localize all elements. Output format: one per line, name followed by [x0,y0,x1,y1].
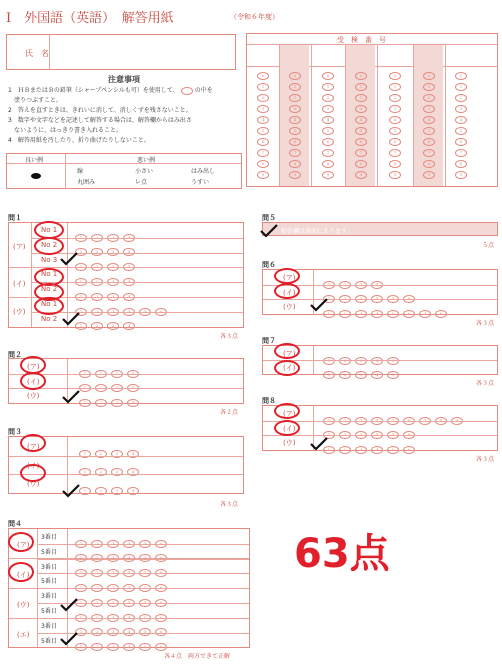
q1-label: 問１ [8,214,22,222]
choice-bubble-3[interactable]: 3 [111,487,123,495]
q1-rows-row-label-0: No 1 [41,226,58,234]
digit-bubble-1-1[interactable]: 1 [289,83,301,91]
q6-rows-choices-2 [323,303,451,322]
digit-bubble-0-4[interactable]: 4 [257,116,269,124]
check-mark-icon [60,252,78,266]
digit-bubble-2-3[interactable]: 3 [322,105,334,113]
q4-score: 各４点 両方できて正解 [164,653,231,660]
q4-group-a: (ア) [17,541,30,549]
digit-bubble-1-2[interactable]: 2 [289,94,301,102]
q3-score: 各３点 [220,501,239,508]
digit-bubble-6-7[interactable]: 7 [455,149,467,157]
q8-label: 問８ [262,397,276,405]
digit-bubble-6-4[interactable]: 4 [455,116,467,124]
digit-bubble-1-6[interactable]: 6 [289,138,301,146]
markup-circle [274,343,300,359]
note-3: 3 数字や文字などを記述して解答する場合は、解答欄からはみ出さ [8,117,192,124]
digit-bubble-4-1[interactable]: 1 [389,83,401,91]
digit-bubble-4-7[interactable]: 7 [389,149,401,157]
choice-bubble-4[interactable]: 4 [127,450,139,458]
q7-rows-row-label-0: (ア) [283,350,296,358]
q3-label: 問３ [8,428,22,436]
markup-circle [274,268,300,284]
check-mark-icon [62,390,80,404]
digit-bubble-2-5[interactable]: 5 [322,127,334,135]
q1-rows-row-label-5: No 1 [41,300,58,308]
digit-bubble-3-6[interactable]: 6 [355,138,367,146]
q3-rows-choices-0 [79,443,143,462]
digit-bubble-6-2[interactable]: 2 [455,94,467,102]
q3-rows-row-label-1: (イ) [27,461,40,470]
digit-bubble-1-3[interactable]: 3 [289,105,301,113]
q1-rows-row-label-6: No 2 [41,314,58,323]
note-1c: 塗りつぶすこと。 [14,97,63,104]
choice-bubble-4[interactable]: 4 [371,446,383,454]
digit-bubble-3-2[interactable]: 2 [355,94,367,102]
digit-bubble-1-4[interactable]: 4 [289,116,301,124]
digit-bubble-3-1[interactable]: 1 [355,83,367,91]
digit-bubble-2-2[interactable]: 2 [322,94,334,102]
markup-circle [8,562,34,582]
digit-bubble-5-1[interactable]: 1 [423,83,435,91]
digit-bubble-0-6[interactable]: 6 [257,138,269,146]
digit-bubble-4-2[interactable]: 2 [389,94,401,102]
mark-examples [6,153,242,189]
q8-score: 各３点 [476,456,495,463]
note-4: 4 解答用紙を汚したり、折り曲げたりしないこと。 [8,137,150,144]
choice-bubble-4[interactable]: 4 [371,371,383,379]
digit-bubble-0-7[interactable]: 7 [257,149,269,157]
digit-bubble-1-0[interactable]: 0 [289,72,301,80]
digit-bubble-0-0[interactable]: 0 [257,72,269,80]
digit-bubble-5-5[interactable]: 5 [423,127,435,135]
q6-score: 各３点 [476,320,495,327]
digit-bubble-3-9[interactable]: 9 [355,171,367,179]
bad-example-3: はみ出し [191,168,216,175]
digit-bubble-5-3[interactable]: 3 [423,105,435,113]
note-2: 2 答えを直すときは、きれいに消して、消しくずを残さないこと。 [8,107,192,114]
choice-bubble-4[interactable]: 4 [127,399,139,407]
choice-bubble-5[interactable]: 5 [387,310,399,318]
good-example-label: 良い例 [25,157,44,164]
q4-rows-row-label-5: 5番目 [41,608,57,615]
q4-label: 問４ [8,520,22,528]
choice-bubble-5[interactable]: 5 [139,643,151,651]
digit-bubble-6-1[interactable]: 1 [455,83,467,91]
q5-score: ５点 [482,242,495,249]
choice-bubble-3[interactable]: 3 [107,322,119,330]
digit-bubble-6-3[interactable]: 3 [455,105,467,113]
q2-rows-row-label-1: (イ) [27,377,40,386]
choice-bubble-2[interactable]: 2 [339,371,351,379]
digit-bubble-6-0[interactable]: 0 [455,72,467,80]
digit-bubble-2-7[interactable]: 7 [322,149,334,157]
choice-bubble-1[interactable]: 1 [323,446,335,454]
digit-bubble-4-9[interactable]: 9 [389,171,401,179]
q4-group-b: (イ) [17,571,30,579]
digit-bubble-0-9[interactable]: 9 [257,171,269,179]
choice-bubble-5[interactable]: 5 [387,446,399,454]
markup-circle [20,372,46,390]
check-mark-icon [62,484,80,498]
digit-bubble-3-7[interactable]: 7 [355,149,367,157]
notes-title: 注意事項 [108,75,140,84]
digit-bubble-3-0[interactable]: 0 [355,72,367,80]
digit-bubble-3-5[interactable]: 5 [355,127,367,135]
q4-group-d: (エ) [17,631,30,639]
q3-rows-row-label-2: (ウ) [27,480,40,489]
choice-bubble-3[interactable]: 3 [111,450,123,458]
check-mark-icon [60,598,78,612]
choice-bubble-3[interactable]: 3 [111,468,123,476]
q2-rows-choices-2 [79,392,143,411]
digit-bubble-0-5[interactable]: 5 [257,127,269,135]
q2-score: 各２点 [220,409,239,416]
bad-example-5: レ点 [135,179,148,186]
markup-circle [20,464,46,482]
digit-bubble-2-9[interactable]: 9 [322,171,334,179]
note-3b: ないように、はっきり書き入れること。 [14,127,123,134]
choice-bubble-6[interactable]: 6 [403,310,415,318]
markup-circle [274,283,300,299]
digit-bubble-2-6[interactable]: 6 [322,138,334,146]
note-1b: の中を [194,87,213,94]
q7-score: 各３点 [476,380,495,387]
choice-bubble-1[interactable]: 1 [323,310,335,318]
q2-rows-row-label-2: (ウ) [27,392,40,401]
choice-bubble-1[interactable]: 1 [323,371,335,379]
markup-circle [8,532,34,552]
choice-bubble-2[interactable]: 2 [91,643,103,651]
digit-bubble-2-8[interactable]: 8 [322,160,334,168]
digit-bubble-5-2[interactable]: 2 [423,94,435,102]
q4-rows-row-label-4: 3番目 [41,593,57,601]
choice-bubble-7[interactable]: 7 [419,310,431,318]
notes-list [8,86,244,146]
choice-bubble-8[interactable]: 8 [435,310,447,318]
choice-bubble-1[interactable]: 1 [75,322,87,330]
q6-label: 問６ [262,261,276,269]
bad-example-1: 線 [77,168,84,175]
q3-rows-row-label-0: (ア) [27,443,40,451]
sheet-title: I 外国語（英語） 解答用紙 [6,11,174,26]
digit-bubble-0-1[interactable]: 1 [257,83,269,91]
q4-rows-row-label-1: 5番目 [41,548,57,556]
digit-bubble-0-2[interactable]: 2 [257,94,269,102]
q6-rows-row-label-0: (ア) [283,274,296,282]
q1-rows-choices-6 [75,316,139,335]
digit-bubble-0-8[interactable]: 8 [257,160,269,168]
choice-bubble-1[interactable]: 1 [75,643,87,651]
digit-bubble-3-8[interactable]: 8 [355,160,367,168]
digit-bubble-1-9[interactable]: 9 [289,171,301,179]
digit-bubble-5-7[interactable]: 7 [423,149,435,157]
q8-rows-row-label-2: (ウ) [283,439,296,448]
choice-bubble-2[interactable]: 2 [95,468,107,476]
choice-bubble-3[interactable]: 3 [111,399,123,407]
digit-bubble-1-7[interactable]: 7 [289,149,301,157]
choice-bubble-3[interactable]: 3 [355,310,367,318]
choice-bubble-5[interactable]: 5 [387,371,399,379]
exam-number-label: 受 検 番 号 [337,36,386,44]
digit-bubble-5-8[interactable]: 8 [423,160,435,168]
check-mark-icon [60,632,78,646]
digit-bubble-2-1[interactable]: 1 [322,83,334,91]
q1-rows-row-label-4: No 2 [41,285,58,294]
digit-bubble-5-0[interactable]: 0 [423,72,435,80]
choice-bubble-4[interactable]: 4 [123,322,135,330]
q1-rows-row-label-1: No 2 [41,240,58,249]
choice-bubble-1[interactable]: 1 [79,399,91,407]
check-mark-icon [310,298,328,312]
markup-circle [20,434,46,452]
choice-bubble-2[interactable]: 2 [339,446,351,454]
q5-note: 解答欄は裏面にあります。 [281,228,353,235]
markup-circle [274,403,300,419]
choice-bubble-4[interactable]: 4 [127,487,139,495]
q4-box [8,528,250,648]
q7-label: 問７ [262,337,276,345]
digit-bubble-3-3[interactable]: 3 [355,105,367,113]
q4-rows-row-label-6: 3番目 [41,622,57,630]
q4-rows-row-label-3: 5番目 [41,578,57,586]
name-box[interactable] [6,34,236,70]
choice-bubble-4[interactable]: 4 [371,310,383,318]
choice-bubble-2[interactable]: 2 [95,450,107,458]
choice-bubble-2[interactable]: 2 [339,310,351,318]
q4-group-c: (ウ) [17,601,30,609]
digit-bubble-2-0[interactable]: 0 [322,72,334,80]
q2-label: 問２ [8,351,22,359]
choice-bubble-4[interactable]: 4 [123,643,135,651]
choice-bubble-2[interactable]: 2 [95,399,107,407]
digit-bubble-1-8[interactable]: 8 [289,160,301,168]
note-1: 1 ＨＢまたはＢの鉛筆（シャープペンシルも可）を使用して、 [8,87,179,94]
name-label: 氏 名 [25,49,49,58]
digit-bubble-4-4[interactable]: 4 [389,116,401,124]
markup-circle [274,420,300,436]
digit-bubble-6-8[interactable]: 8 [455,160,467,168]
choice-bubble-6[interactable]: 6 [403,446,415,454]
digit-bubble-1-5[interactable]: 5 [289,127,301,135]
digit-bubble-5-4[interactable]: 4 [423,116,435,124]
digit-bubble-5-6[interactable]: 6 [423,138,435,146]
q7-rows-row-label-1: (イ) [283,364,296,372]
digit-bubble-4-3[interactable]: 3 [389,105,401,113]
q1-group-b: (イ) [13,280,26,288]
q2-rows-row-label-0: (ア) [27,363,40,371]
bad-example-2: 小さい [135,168,154,175]
q1-group-a: (ア) [13,243,26,251]
choice-bubble-3[interactable]: 3 [355,446,367,454]
bad-example-6: うすい [191,179,210,186]
choice-bubble-1[interactable]: 1 [79,468,91,476]
digit-bubble-6-6[interactable]: 6 [455,138,467,146]
markup-circle [274,360,300,376]
choice-bubble-3[interactable]: 3 [355,371,367,379]
q8-rows-row-label-1: (イ) [283,424,296,433]
digit-bubble-5-9[interactable]: 9 [423,171,435,179]
exam-number-grid [246,33,498,187]
digit-bubble-4-5[interactable]: 5 [389,127,401,135]
digit-bubble-6-9[interactable]: 9 [455,171,467,179]
choice-bubble-3[interactable]: 3 [107,643,119,651]
digit-bubble-3-4[interactable]: 4 [355,116,367,124]
digit-bubble-4-6[interactable]: 6 [389,138,401,146]
q7-rows-choices-1 [323,364,403,383]
q8-rows-choices-2 [323,439,419,458]
markup-circle [34,297,64,315]
sheet-era: （令和６年度） [230,13,279,21]
digit-bubble-2-4[interactable]: 4 [322,116,334,124]
bad-example-4: 丸囲み [77,179,96,186]
choice-bubble-4[interactable]: 4 [127,468,139,476]
check-mark-icon [260,224,278,238]
q6-rows-row-label-2: (ウ) [283,303,296,312]
choice-bubble-2[interactable]: 2 [95,487,107,495]
check-mark-icon [62,312,80,326]
q4-rows-row-label-2: 3番目 [41,563,57,571]
choice-bubble-1[interactable]: 1 [79,450,91,458]
digit-bubble-0-3[interactable]: 3 [257,105,269,113]
digit-bubble-4-8[interactable]: 8 [389,160,401,168]
choice-bubble-6[interactable]: 6 [155,643,167,651]
q6-rows-row-label-1: (イ) [283,288,296,297]
q8-rows-row-label-0: (ア) [283,410,296,418]
q4-rows-row-label-0: 3番目 [41,534,57,541]
check-mark-icon [310,437,328,451]
q1-score: 各３点 [220,333,239,340]
choice-bubble-1[interactable]: 1 [79,487,91,495]
q4-rows-row-label-7: 5番目 [41,637,57,645]
q1-group-c: (ウ) [13,308,26,316]
q5-box [262,222,498,236]
digit-bubble-6-5[interactable]: 5 [455,127,467,135]
q5-label: 問５ [262,214,276,222]
filled-bubble-icon [31,173,41,179]
choice-bubble-2[interactable]: 2 [91,322,103,330]
bad-example-label: 悪い例 [137,157,156,164]
q4-rows-choices-7 [75,637,171,656]
q3-rows-choices-2 [79,480,143,499]
total-score: 63点 [294,531,390,577]
q1-rows-row-label-2: No 3 [41,255,58,264]
digit-bubble-4-0[interactable]: 0 [389,72,401,80]
q1-rows-row-label-3: No 1 [41,270,58,279]
q3-rows-choices-1 [79,462,143,481]
